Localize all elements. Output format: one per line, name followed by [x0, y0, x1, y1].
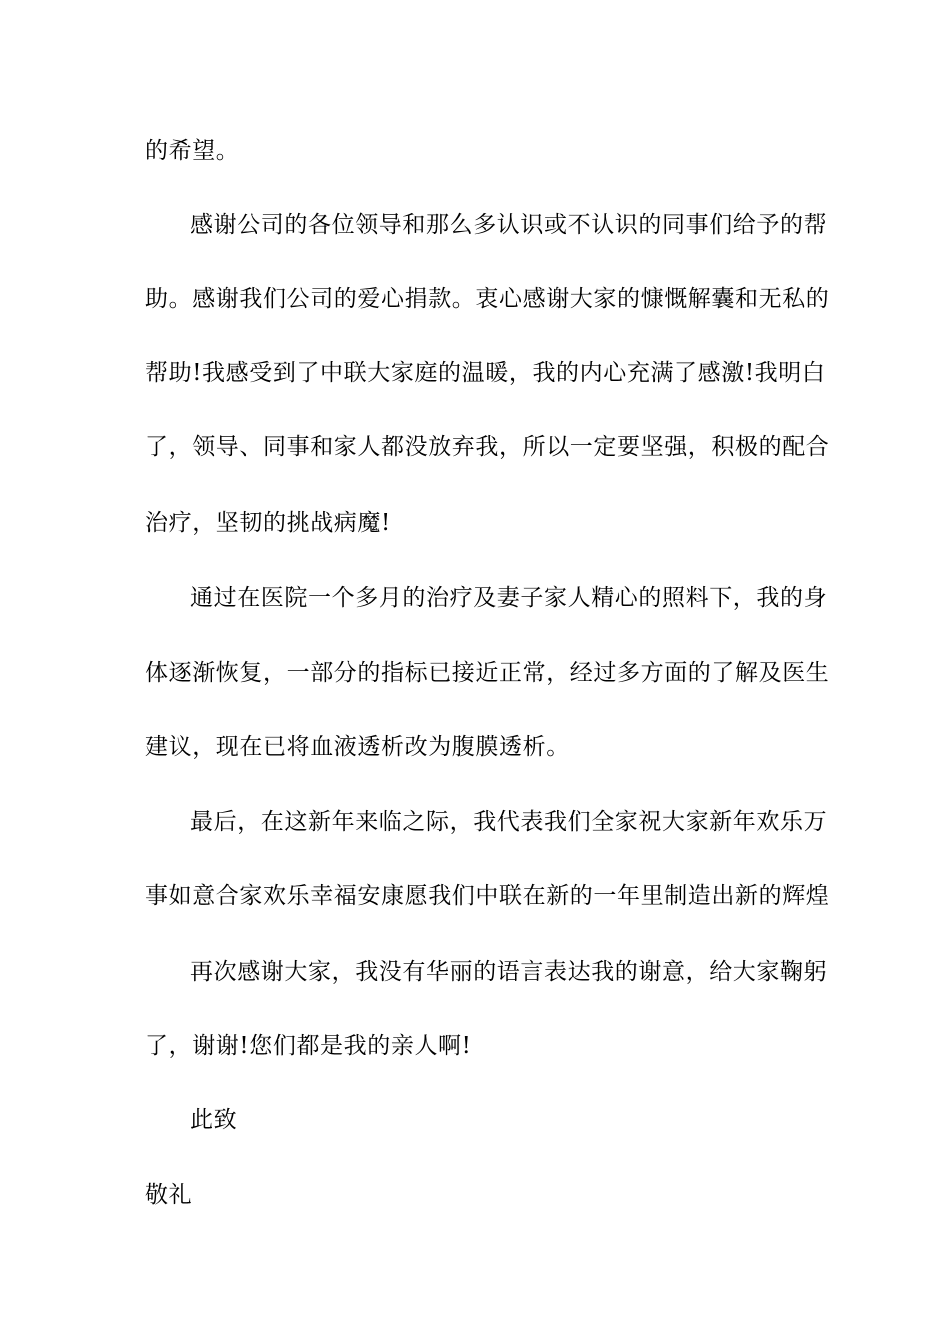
paragraph-start: 感谢公司的各位领导和那么多认识或不认识的同事们给予的帮	[190, 212, 828, 238]
text-line: 治疗，坚韧的挑战病魔!	[145, 510, 391, 536]
text-line: 了，领导、同事和家人都没放弃我，所以一定要坚强，积极的配合	[145, 434, 830, 460]
text-line: 的希望。	[145, 138, 240, 164]
paragraph-start: 最后，在这新年来临之际，我代表我们全家祝大家新年欢乐万	[190, 809, 828, 835]
closing-salutation: 此致	[190, 1107, 238, 1133]
text-line: 助。感谢我们公司的爱心捐款。衷心感谢大家的慷慨解囊和无私的	[145, 286, 830, 312]
text-line: 了，谢谢!您们都是我的亲人啊!	[145, 1033, 472, 1059]
closing-regards: 敬礼	[145, 1182, 193, 1208]
paragraph-start: 再次感谢大家，我没有华丽的语言表达我的谢意，给大家鞠躬	[190, 959, 828, 985]
text-line: 帮助!我感受到了中联大家庭的温暖，我的内心充满了感激!我明白	[145, 360, 826, 386]
paragraph-start: 通过在医院一个多月的治疗及妻子家人精心的照料下，我的身	[190, 585, 828, 611]
text-line: 体逐渐恢复，一部分的指标已接近正常，经过多方面的了解及医生	[145, 660, 830, 686]
text-line: 事如意合家欢乐幸福安康愿我们中联在新的一年里制造出新的辉煌	[145, 883, 830, 909]
text-line: 建议，现在已将血液透析改为腹膜透析。	[145, 734, 570, 760]
